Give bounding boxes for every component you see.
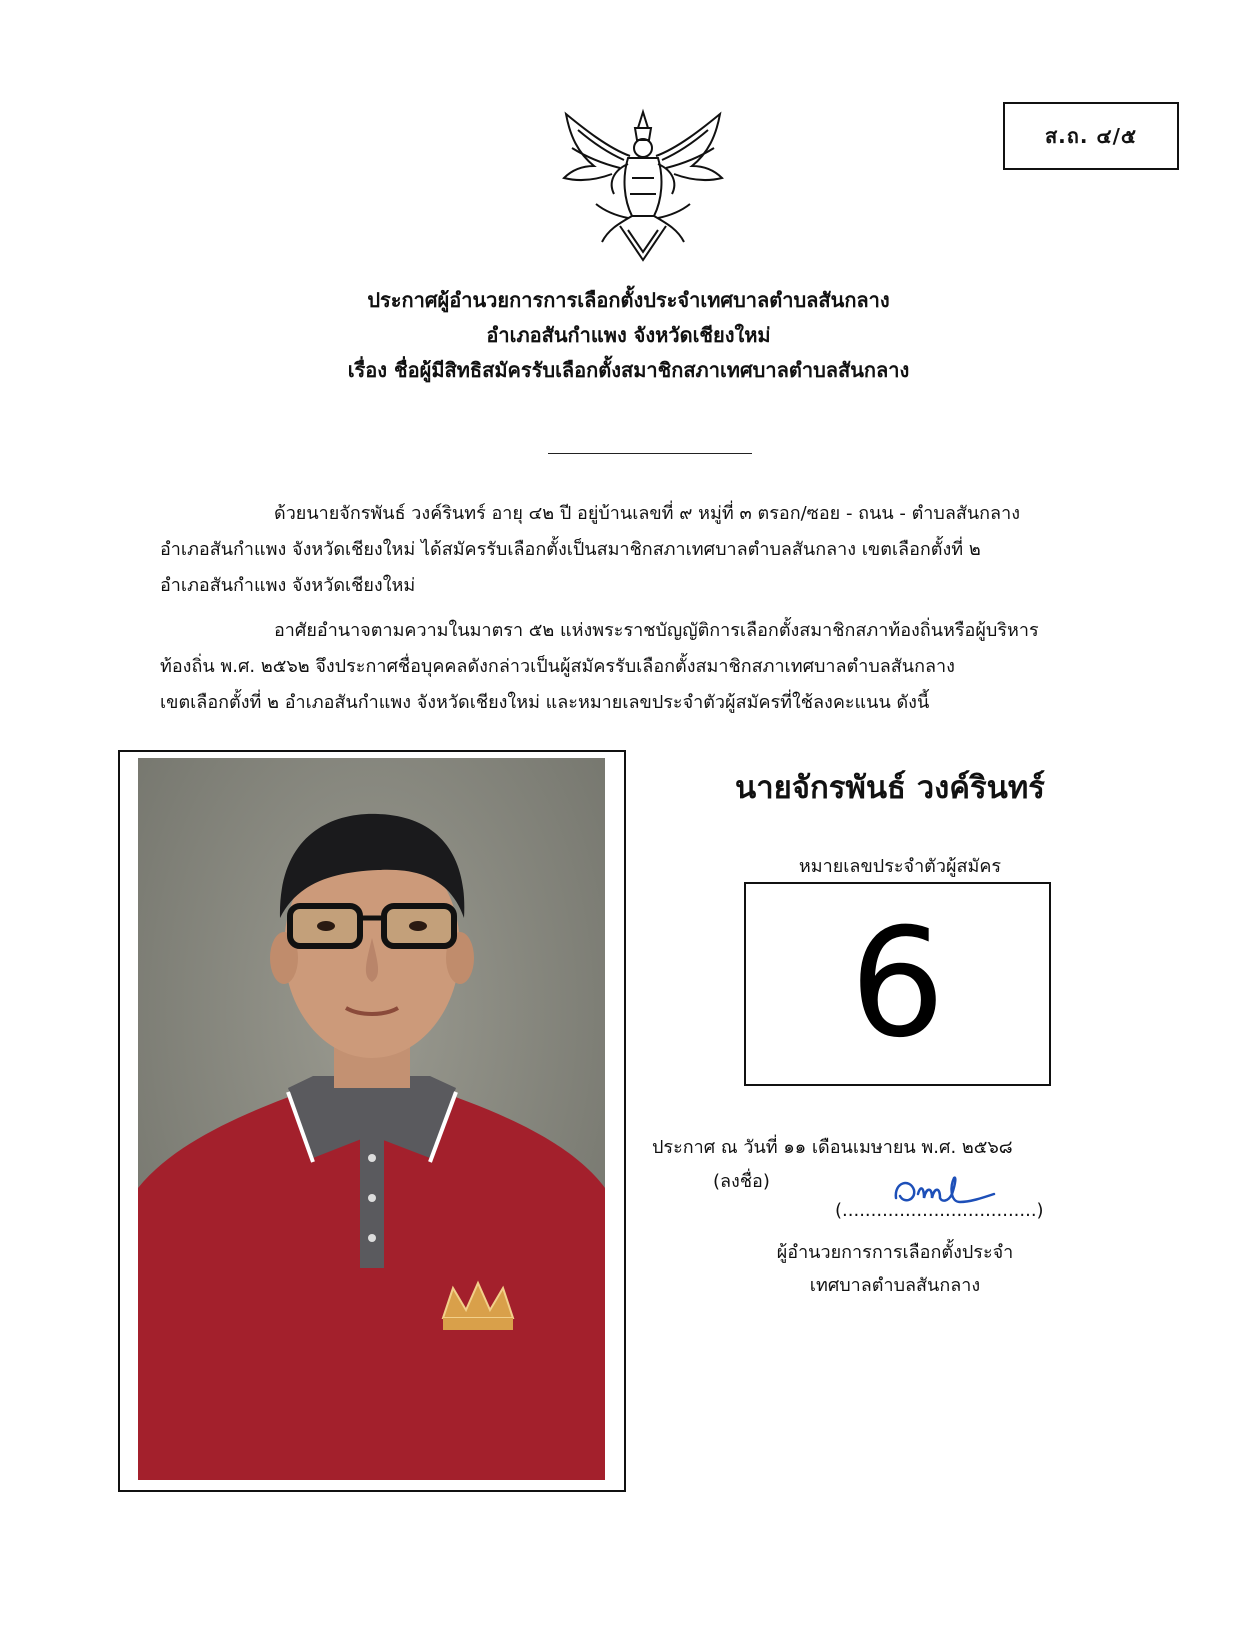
announcement-date: ประกาศ ณ วันที่ ๑๑ เดือนเมษายน พ.ศ. ๒๕๖๘	[652, 1137, 1013, 1158]
candidate-number: 6	[849, 897, 946, 1071]
announcement-heading	[0, 283, 1257, 388]
paragraph-candidate-info	[160, 496, 1140, 604]
signer-title	[750, 1236, 1040, 1302]
garuda-emblem-icon	[558, 108, 728, 264]
paragraph2-line-2: ท้องถิ่น พ.ศ. ๒๕๖๒ จึงประกาศชื่อบุคคลดังกล่าวเป็นผู้สมัครรับเลือกตั้งสมาชิกสภาเทศบาลตำบลสันกลาง	[160, 656, 955, 677]
heading-line-1: ประกาศผู้อำนวยการการเลือกตั้งประจำเทศบาลตำบลสันกลาง	[367, 288, 890, 312]
candidate-number-caption: หมายเลขประจำตัวผู้สมัคร	[798, 856, 1002, 877]
signed-label: (ลงชื่อ)	[713, 1171, 770, 1192]
heading-line-3: เรื่อง ชื่อผู้มีสิทธิสมัครรับเลือกตั้งสมาชิกสภาเทศบาลตำบลสันกลาง	[347, 358, 910, 382]
signer-title-line-2: เทศบาลตำบลสันกลาง	[809, 1275, 981, 1296]
candidate-number-box	[744, 882, 1051, 1086]
form-code: ส.ถ. ๔/๕	[1044, 124, 1138, 148]
heading-line-2: อำเภอสันกำแพง จังหวัดเชียงใหม่	[486, 323, 771, 347]
paragraph-legal-basis	[160, 613, 1140, 721]
heading-divider	[548, 453, 752, 454]
form-code-box	[1003, 102, 1179, 170]
candidate-photo	[138, 758, 605, 1480]
paragraph1-line-1: ด้วยนายจักรพันธ์ วงค์รินทร์ อายุ ๔๒ ปี อยู่บ้านเลขที่ ๙ หมู่ที่ ๓ ตรอก/ซอย - ถนน - ตำบลสันกลาง	[274, 503, 1020, 524]
candidate-name: นายจักรพันธ์ วงค์รินทร์	[735, 770, 1045, 806]
signer-title-line-1: ผู้อำนวยการการเลือกตั้งประจำ	[776, 1242, 1014, 1263]
paragraph1-line-2: อำเภอสันกำแพง จังหวัดเชียงใหม่ ได้สมัครรับเลือกตั้งเป็นสมาชิกสภาเทศบาลตำบลสันกลาง เขตเลือกตั้งที่ ๒	[160, 539, 981, 560]
paragraph2-line-3: เขตเลือกตั้งที่ ๒ อำเภอสันกำแพง จังหวัดเชียงใหม่ และหมายเลขประจำตัวผู้สมัครที่ใช้ลงคะแนน ดังนี้	[160, 692, 930, 713]
paragraph2-line-1: อาศัยอำนาจตามความในมาตรา ๕๒ แห่งพระราชบัญญัติการเลือกตั้งสมาชิกสภาท้องถิ่นหรือผู้บริหาร	[274, 620, 1039, 641]
paragraph1-line-3: อำเภอสันกำแพง จังหวัดเชียงใหม่	[160, 575, 416, 596]
signature-line: (..................................)	[835, 1200, 1044, 1221]
